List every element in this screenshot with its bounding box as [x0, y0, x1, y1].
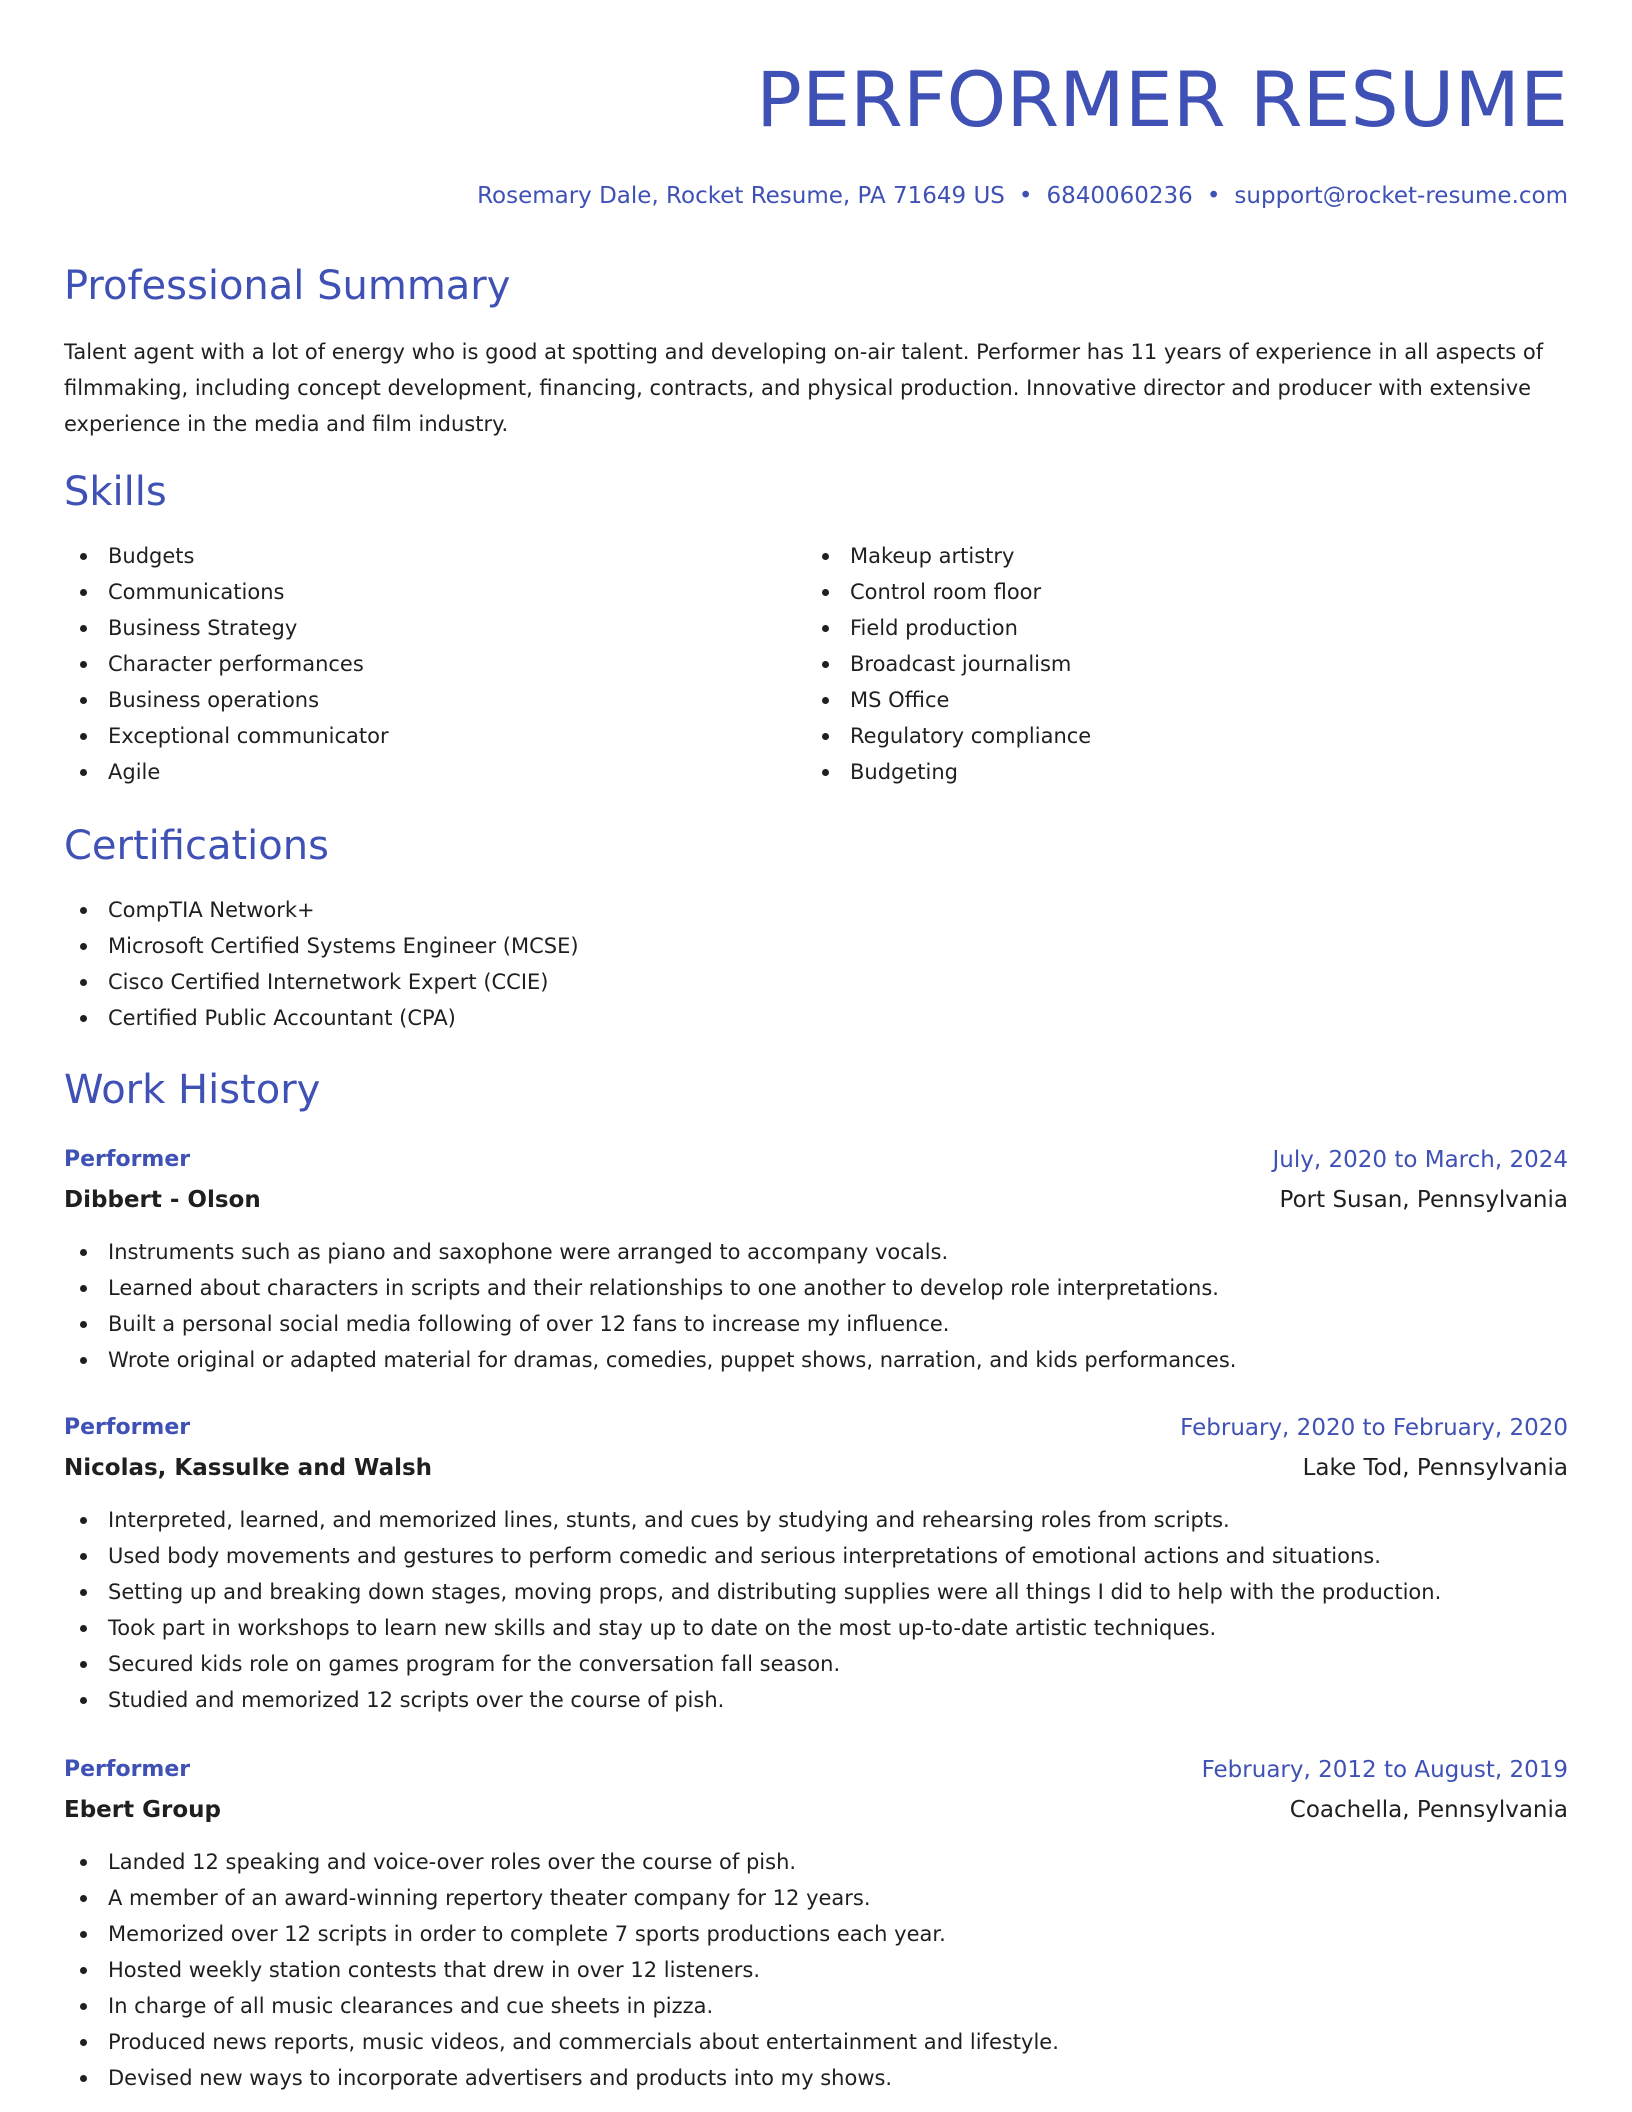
skill-item: Exceptional communicator	[64, 718, 389, 754]
skill-item: Character performances	[64, 646, 389, 682]
summary-heading: Professional Summary	[64, 263, 511, 309]
contact-email: support@rocket-resume.com	[1234, 183, 1568, 209]
job-bullet: Built a personal social media following of over 12 fans to increase my influence.	[64, 1306, 1236, 1342]
contact-separator: •	[1018, 183, 1033, 209]
job-dates: July, 2020 to March, 2024	[1272, 1147, 1568, 1173]
job-subheader	[64, 1790, 1568, 1830]
skills-list-right	[806, 538, 1091, 790]
job-title: Performer	[64, 1415, 191, 1440]
skill-item: Communications	[64, 574, 389, 610]
job-bullet: Landed 12 speaking and voice-over roles over the course of pish.	[64, 1844, 1059, 1880]
job-bullet: Wrote original or adapted material for dramas, comedies, puppet shows, narration, and kids performances.	[64, 1342, 1236, 1378]
job-dates: February, 2020 to February, 2020	[1180, 1415, 1568, 1441]
job-dates: February, 2012 to August, 2019	[1201, 1757, 1568, 1783]
skill-item: Budgets	[64, 538, 389, 574]
job-bullet: Setting up and breaking down stages, moving props, and distributing supplies were all things I did to help with the production.	[64, 1574, 1441, 1610]
job-header	[64, 1408, 1568, 1448]
job-bullet: Studied and memorized 12 scripts over the course of pish.	[64, 1682, 1441, 1718]
job-company: Ebert Group	[64, 1797, 221, 1823]
job-title: Performer	[64, 1147, 191, 1172]
skills-list-left	[64, 538, 389, 790]
skill-item: MS Office	[806, 682, 1091, 718]
skill-item: Makeup artistry	[806, 538, 1091, 574]
skill-item: Business Strategy	[64, 610, 389, 646]
job-header	[64, 1750, 1568, 1790]
certification-item: Microsoft Certified Systems Engineer (MCSE)	[64, 928, 579, 964]
job-bullet: Hosted weekly station contests that drew in over 12 listeners.	[64, 1952, 1059, 1988]
contact-separator: •	[1206, 183, 1221, 209]
job-bullet: Devised new ways to incorporate advertisers and products into my shows.	[64, 2060, 1059, 2096]
skills-heading: Skills	[64, 469, 167, 515]
resume-title: PERFORMER RESUME	[756, 55, 1568, 144]
certification-item: CompTIA Network+	[64, 892, 579, 928]
certifications-list	[64, 892, 579, 1036]
job-bullet: Took part in workshops to learn new skills and stay up to date on the most up-to-date artistic techniques.	[64, 1610, 1441, 1646]
job-header	[64, 1140, 1568, 1180]
skill-item: Business operations	[64, 682, 389, 718]
skill-item: Agile	[64, 754, 389, 790]
contact-phone: 6840060236	[1046, 183, 1193, 209]
job-bullet: Used body movements and gestures to perform comedic and serious interpretations of emotional actions and situations.	[64, 1538, 1441, 1574]
job-bullets	[64, 1502, 1441, 1718]
job-bullet: In charge of all music clearances and cue sheets in pizza.	[64, 1988, 1059, 2024]
job-bullet: Produced news reports, music videos, and commercials about entertainment and lifestyle.	[64, 2024, 1059, 2060]
contact-address: Rosemary Dale, Rocket Resume, PA 71649 US	[477, 183, 1005, 209]
job-bullet: Instruments such as piano and saxophone were arranged to accompany vocals.	[64, 1234, 1236, 1270]
certification-item: Cisco Certified Internetwork Expert (CCIE)	[64, 964, 579, 1000]
summary-text: Talent agent with a lot of energy who is good at spotting and developing on-air talent. Performer has 11 years of experience in all aspects of filmmaking, including concept development, financing, contracts, and physical production. Innovative director and producer with extensive experience in the media and film industry.	[64, 340, 1544, 436]
job-location: Coachella, Pennsylvania	[1289, 1797, 1568, 1823]
skill-item: Field production	[806, 610, 1091, 646]
job-subheader	[64, 1448, 1568, 1488]
skill-item: Broadcast journalism	[806, 646, 1091, 682]
job-company: Dibbert - Olson	[64, 1187, 261, 1213]
skill-item: Regulatory compliance	[806, 718, 1091, 754]
contact-line	[477, 180, 1568, 212]
job-title: Performer	[64, 1757, 191, 1782]
job-location: Lake Tod, Pennsylvania	[1302, 1455, 1568, 1481]
job-bullet: A member of an award-winning repertory theater company for 12 years.	[64, 1880, 1059, 1916]
job-bullet: Memorized over 12 scripts in order to complete 7 sports productions each year.	[64, 1916, 1059, 1952]
job-bullets	[64, 1234, 1236, 1378]
job-bullet: Interpreted, learned, and memorized lines, stunts, and cues by studying and rehearsing roles from scripts.	[64, 1502, 1441, 1538]
job-subheader	[64, 1180, 1568, 1220]
skill-item: Control room floor	[806, 574, 1091, 610]
job-bullet: Secured kids role on games program for the conversation fall season.	[64, 1646, 1441, 1682]
skill-item: Budgeting	[806, 754, 1091, 790]
job-bullets	[64, 1844, 1059, 2096]
job-location: Port Susan, Pennsylvania	[1279, 1187, 1568, 1213]
certifications-heading: Certifications	[64, 823, 329, 869]
work-history-heading: Work History	[64, 1067, 321, 1113]
job-company: Nicolas, Kassulke and Walsh	[64, 1455, 433, 1481]
job-bullet: Learned about characters in scripts and their relationships to one another to develop role interpretations.	[64, 1270, 1236, 1306]
certification-item: Certified Public Accountant (CPA)	[64, 1000, 579, 1036]
